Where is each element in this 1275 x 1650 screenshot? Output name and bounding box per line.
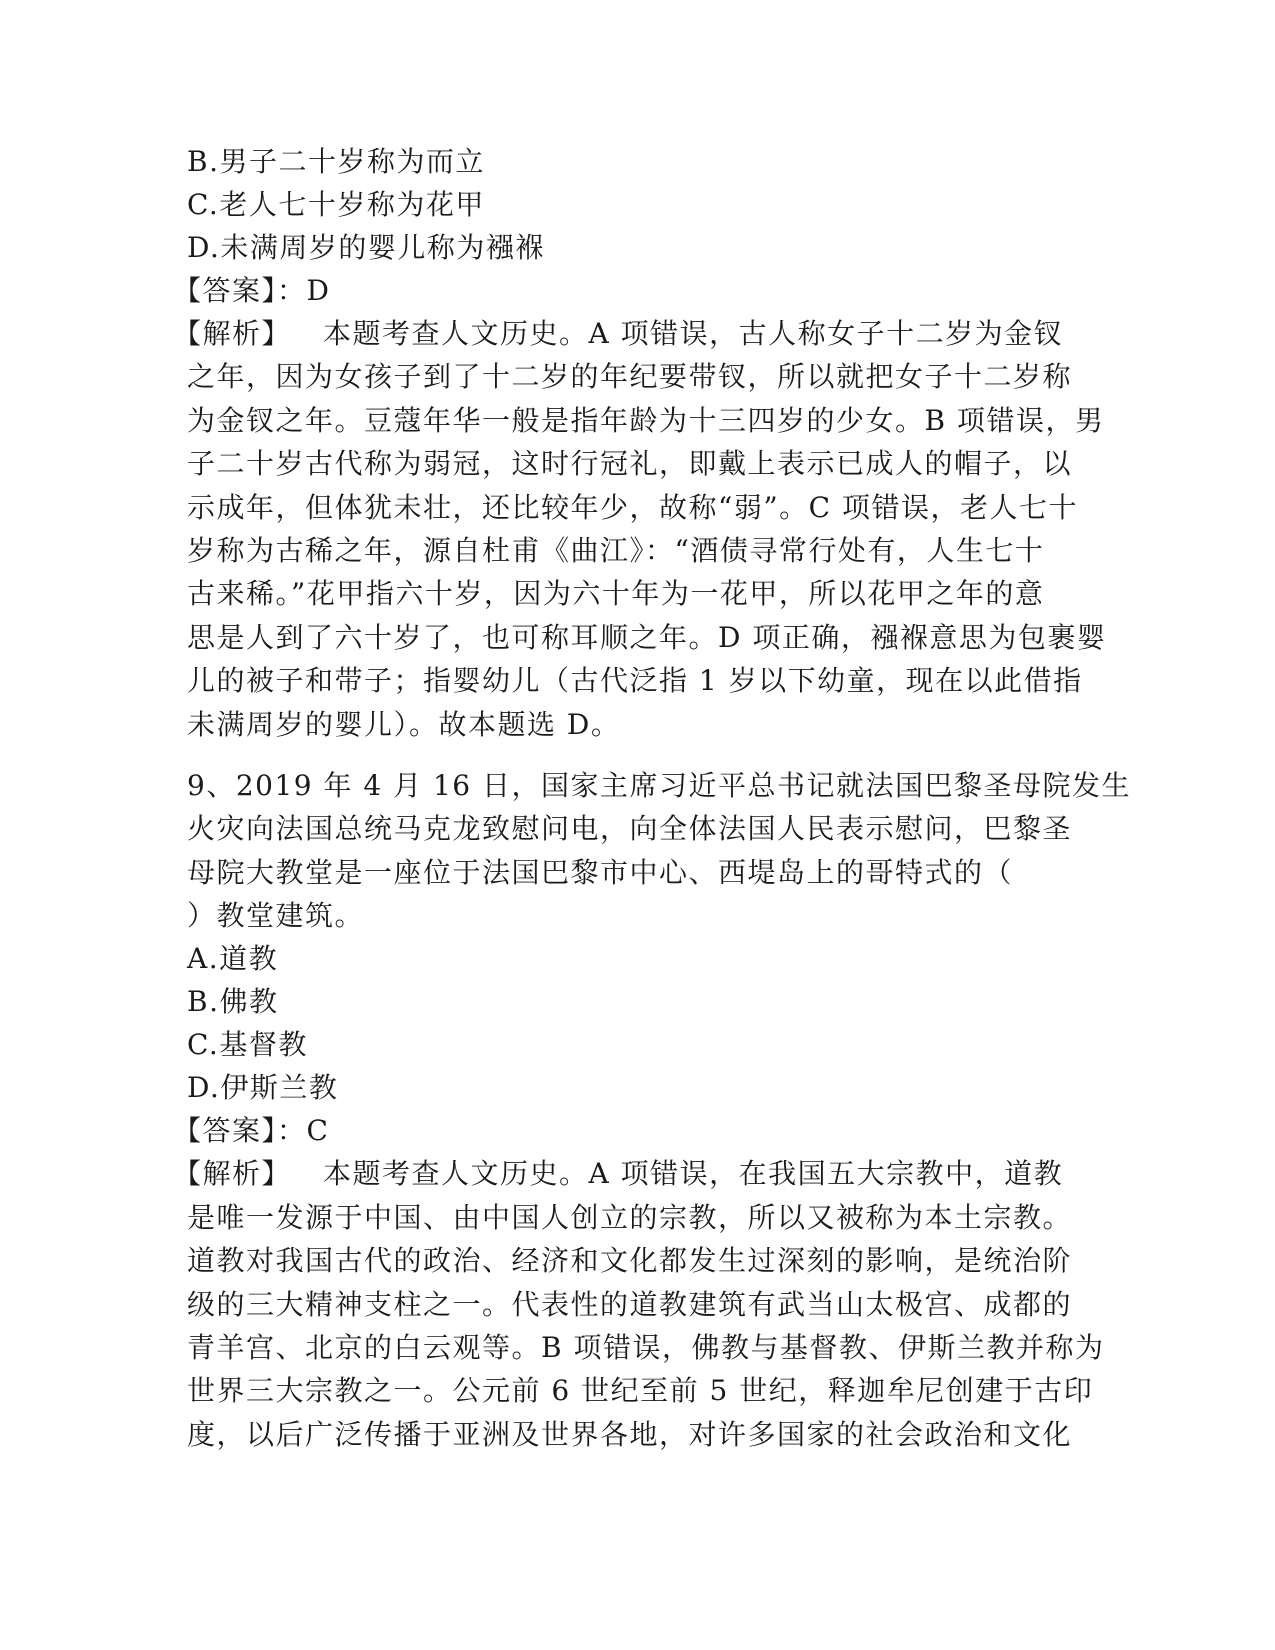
q9-question-line-4: ）教堂建筑。 <box>187 899 365 933</box>
q8-option-d: D.未满周岁的婴儿称为襁褓 <box>187 231 545 264</box>
q8-answer-value: ：D <box>277 274 331 307</box>
q9-analysis-line-5: 青羊宫、北京的白云观等。B 项错误，佛教与基督教、伊斯兰教并称为 <box>187 1331 1105 1365</box>
q8-analysis-line-1 <box>173 312 1087 355</box>
q8-analysis-label: 【解析】 <box>173 317 292 350</box>
q8-analysis-line-4: 子二十岁古代称为弱冠，这时行冠礼，即戴上表示已成人的帽子，以 <box>187 447 1073 481</box>
q9-question-line-1: 9、2019 年 4 月 16 日，国家主席习近平总书记就法国巴黎圣母院发生 <box>187 768 1132 802</box>
section-gap <box>187 746 1087 764</box>
q9-analysis <box>173 1152 1105 1456</box>
q9-analysis-text-1: 本题考查人文历史。A 项错误，在我国五大宗教中，道教 <box>323 1157 1064 1191</box>
q8-analysis-line-3: 为金钗之年。豆蔻年华一般是指年龄为十三四岁的少女。B 项错误，男 <box>187 403 1105 437</box>
q9-option-c: C.基督教 <box>187 1028 308 1062</box>
q8-analysis-line-5: 示成年，但体犹未壮，还比较年少，故称“弱”。C 项错误，老人七十 <box>187 490 1078 524</box>
q8-analysis-line-8: 思是人到了六十岁了，也可称耳顺之年。D 项正确，襁褓意思为包裹婴 <box>187 620 1107 654</box>
q8-options <box>187 140 1087 269</box>
q8-analysis-line-7: 古来稀。”花甲指六十岁，因为六十年为一花甲，所以花甲之年的意 <box>187 577 1045 611</box>
document-page <box>173 140 1132 1456</box>
q8-option-b: B.男子二十岁称为而立 <box>187 145 485 178</box>
q9-analysis-line-3: 道教对我国古代的政治、经济和文化都发生过深刻的影响，是统治阶 <box>187 1244 1073 1278</box>
q9-answer <box>173 1109 1087 1152</box>
q9-analysis-label: 【解析】 <box>173 1157 292 1191</box>
q9-option-d: D.伊斯兰教 <box>187 1071 339 1105</box>
q9-question <box>187 764 1132 938</box>
q8-analysis-text-1: 本题考查人文历史。A 项错误，古人称女子十二岁为金钗 <box>323 317 1064 350</box>
q8-answer <box>173 269 1087 312</box>
q9-question-line-2: 火灾向法国总统马克龙致慰问电，向全体法国人民表示慰问，巴黎圣 <box>187 812 1073 846</box>
q8-answer-label: 【答案】 <box>173 274 278 307</box>
q9-option-a: A.道教 <box>187 942 279 976</box>
q8-analysis-line-6: 岁称为古稀之年，源自杜甫《曲江》：“酒债寻常行处有，人生七十 <box>187 533 1045 567</box>
q9-analysis-line-1 <box>173 1152 1087 1195</box>
q9-answer-value: ：C <box>277 1114 330 1148</box>
q9-analysis-line-2: 是唯一发源于中国、由中国人创立的宗教，所以又被称为本土宗教。 <box>187 1200 1073 1234</box>
q9-analysis-line-4: 级的三大精神支柱之一。代表性的道教建筑有武当山太极宫、成都的 <box>187 1287 1073 1321</box>
q9-answer-label: 【答案】 <box>173 1114 278 1148</box>
q8-analysis-line-2: 之年，因为女孩子到了十二岁的年纪要带钗，所以就把女子十二岁称 <box>187 360 1073 394</box>
q8-analysis <box>173 312 1107 746</box>
q9-option-b: B.佛教 <box>187 985 279 1019</box>
q8-analysis-line-10: 未满周岁的婴儿）。故本题选 D。 <box>187 707 621 741</box>
q9-options <box>187 937 1087 1109</box>
q9-analysis-line-6: 世界三大宗教之一。公元前 6 世纪至前 5 世纪，释迦牟尼创建于古印 <box>187 1374 1094 1408</box>
q8-analysis-line-9: 儿的被子和带子；指婴幼儿（古代泛指 1 岁以下幼童，现在以此借指 <box>187 664 1083 698</box>
q9-question-line-3: 母院大教堂是一座位于法国巴黎市中心、西堤岛上的哥特式的（ <box>187 855 1014 889</box>
q9-analysis-line-7: 度，以后广泛传播于亚洲及世界各地，对许多国家的社会政治和文化 <box>187 1417 1073 1451</box>
q8-option-c: C.老人七十岁称为花甲 <box>187 188 485 221</box>
